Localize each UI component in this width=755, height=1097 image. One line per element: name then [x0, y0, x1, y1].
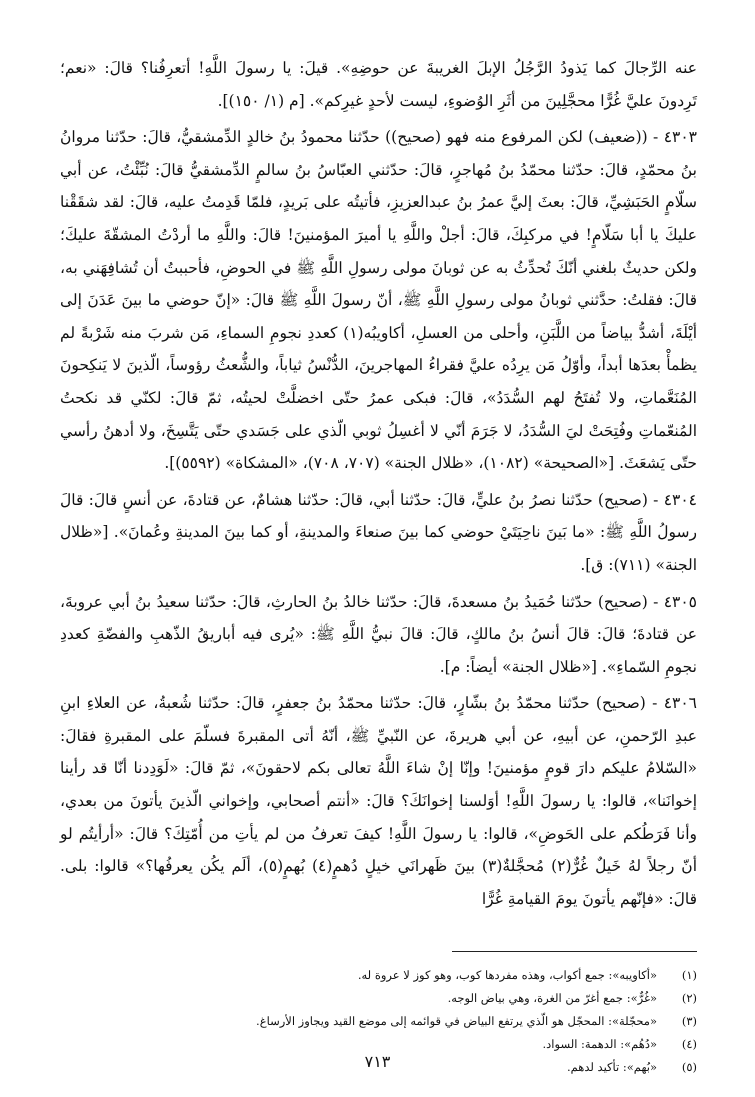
footnote-divider: [452, 951, 697, 952]
footnote-number: (٢): [681, 991, 697, 1006]
main-text: [60, 52, 697, 915]
footnote-item: [60, 964, 697, 987]
hadith-4306: ٤٣٠٦ - (صحيح) حدّثنا محمّدُ بنُ بشّارٍ، قالَ: حدّثنا محمّدُ بنُ جعفرٍ، قالَ: حدّثنا شُعبةُ، عن العلاءِ ابنِ عبدِ الرّحمنِ، عن أبيهِ، عن أبي هريرةَ، عن النّبيِّ ﷺ، أنّهُ أتى المقبرةَ فسلّمَ على المقبرةِ فقالَ: «السّلامُ عليكم دارَ قومٍ مؤمنينَ! وإنّا إنْ شاءَ اللَّهُ تعالى بكم لاحقونَ»، ثمّ قالَ: «لَوَدِدنا أنّا قد رأينا إخوانَنا»، قالوا: يا رسولَ اللَّهِ! أوَلسنا إخوانَكَ؟ قالَ: «أنتم أصحابي، وإخواني الّذينَ يأتونَ من بعدي، وأنا فَرَطُكم على الحَوضِ»، قالوا: يا رسولَ اللَّهِ! كيفَ تعرفُ من لم يأتِ من أُمّتِكَ؟ قالَ: «أرأيتُم لو أنّ رجلاً لهُ خَيلٌ غُرٌّ(٢) مُحجَّلةٌ(٣) بينَ ظَهرانَي خيلٍ دُهمٍ(٤) بُهمٍ(٥)، ألَم يكُن يعرفُها؟» قالوا: بلى. قالَ: «فإنّهم يأتونَ يومَ القيامةِ غُرًّا: [60, 694, 698, 908]
footnote-item: [60, 987, 697, 1010]
footnote-number: (٣): [681, 1014, 697, 1029]
footnote-number: (٤): [681, 1037, 697, 1052]
hadith-4305: ٤٣٠٥ - (صحيح) حدّثنا حُمَيدُ بنُ مسعدةَ، قالَ: حدّثنا خالدُ بنُ الحارثِ، قالَ: حدّثنا سعيدُ بنُ أبي عروبةَ، عن قتادةَ؛ قالَ: قالَ أنسُ بنُ مالكٍ، قالَ: قالَ نبيُّ اللَّهِ ﷺ: «يُرى فيه أباريقُ الذّهبِ والفضّةِ كعددِ نجومِ السّماءِ». [«ظلال الجنة» أيضاً: م].: [60, 592, 697, 676]
paragraph-continuation: عنه الرِّجالَ كما يَذودُ الرَّجُلُ الإبلَ الغريبةَ عن حوضِهِ». قيلَ: يا رسولَ اللَّهِ! أتعرِفُنا؟ قالَ: «نعم؛ تَرِدونَ عليَّ غُرًّا محجَّلِينَ من أثَرِ الوُضوءِ، ليست لأحدٍ غيرِكم». [م (١/ ١٥٠)].: [60, 59, 697, 110]
footnote-text: «غُرٌّ»: جمع أغرّ من الغرة، وهي بياض الوجه.: [447, 991, 657, 1006]
footnote-text: «دُهُم»: الدهمة: السواد.: [542, 1037, 657, 1052]
footnote-number: (٥): [681, 1060, 697, 1075]
footnote-text: «محجّلة»: المحجّل هو الّذي يرتفع البياض في قوائمه إلى موضع القيد ويجاوز الأرساغ.: [256, 1014, 657, 1029]
hadith-4304: ٤٣٠٤ - (صحيح) حدّثنا نصرُ بنُ عليٍّ، قالَ: حدّثنا أبي، قالَ: حدّثنا هشامٌ، عن قتادةَ، عن أنسٍ قالَ: قالَ رسولُ اللَّهِ ﷺ: «ما بَينَ ناحِيَتَيْ حوضي كما بينَ صنعاءَ والمدينةِ، أو كما بينَ المدينةِ وعُمانَ». [«ظلال الجنة» (٧١١): ق].: [60, 490, 697, 574]
hadith-4303: ٤٣٠٣ - ((ضعيف) لكن المرفوع منه فهو (صحيح)) حدّثنا محمودُ بنُ خالدٍ الدِّمشقيُّ، قالَ: حدّثنا مروانُ بنُ محمّدٍ، قالَ: حدّثنا محمّدُ بنُ مُهاجرٍ، قالَ: حدّثني العبّاسُ بنُ سالمٍ الدِّمشقيُّ قالَ: نُبِّئْتُ، عن أبي سلّامٍ الحَبَشِيِّ، قالَ: بعثَ إليَّ عمرُ بنُ عبدالعزيزِ، فأتيتُه على بَريدٍ، فلمّا قَدِمتُ عليه، قالَ: لقد شقَقْنا عليكَ يا أبا سَلّامٍ! في مركبِكَ، قالَ: أجلْ واللَّهِ يا أميرَ المؤمنينَ! قالَ: واللَّهِ ما أردْتُ المشقّةَ عليكَ؛ ولكن حديثٌ بلغني أنّكَ تُحدِّثُ به عن ثوبانَ مولى رسولِ اللَّهِ ﷺ في الحوضِ، فأحببتُ أن تُشافِهَني به، قالَ: فقلتُ: حدَّثني ثوبانُ مولى رسولِ اللَّهِ ﷺ، أنّ رسولَ اللَّهِ ﷺ قالَ: «إنّ حوضي ما بينَ عَدَنَ إلى أيْلَةَ، أشدُّ بياضاً من اللَّبَنِ، وأحلى من العسلِ، أكاويبُه(١) كعددِ نجومِ السماءِ، مَن شربَ منه شَرْبةً لم يظمأْ بعدَها أبداً، وأوّلُ مَن يرِدُه عليَّ فقراءُ المهاجرينَ، الدُّنْسُ ثياباً، والشُّعثُ رؤوساً، الّذينَ لا يَنكِحونَ المُنَعَّماتِ، ولا تُفتَحُ لهم السُّدَدُ»، قالَ: فبكى عمرُ حتّى اخضلَّتْ لحيتُه، ثمّ قالَ: لكنّي قد نكحتُ المُنعّماتِ وفُتِحَتْ ليَ السُّدَدُ، لا جَرَمَ أنّي لا أغسِلُ ثوبي الّذي على جَسَدي حتّى يَتَّسِخَ، ولا أدهنُ رأسي حتّى يَشعَثَ. [«الصحيحة» (١٠٨٢)، «ظلال الجنة» (٧٠٧، ٧٠٨)، «المشكاة» (٥٥٩٢)].: [60, 128, 698, 473]
footnote-item: [60, 1010, 697, 1033]
footnote-text: «بُهم»: تأكيد لدهم.: [566, 1060, 657, 1075]
footnote-number: (١): [681, 968, 697, 983]
footnote-text: «أكاويبه»: جمع أكواب، وهذه مفردها كوب، وهو كوز لا عروة له.: [357, 968, 657, 983]
page-number: ٧١٣: [364, 1052, 391, 1071]
